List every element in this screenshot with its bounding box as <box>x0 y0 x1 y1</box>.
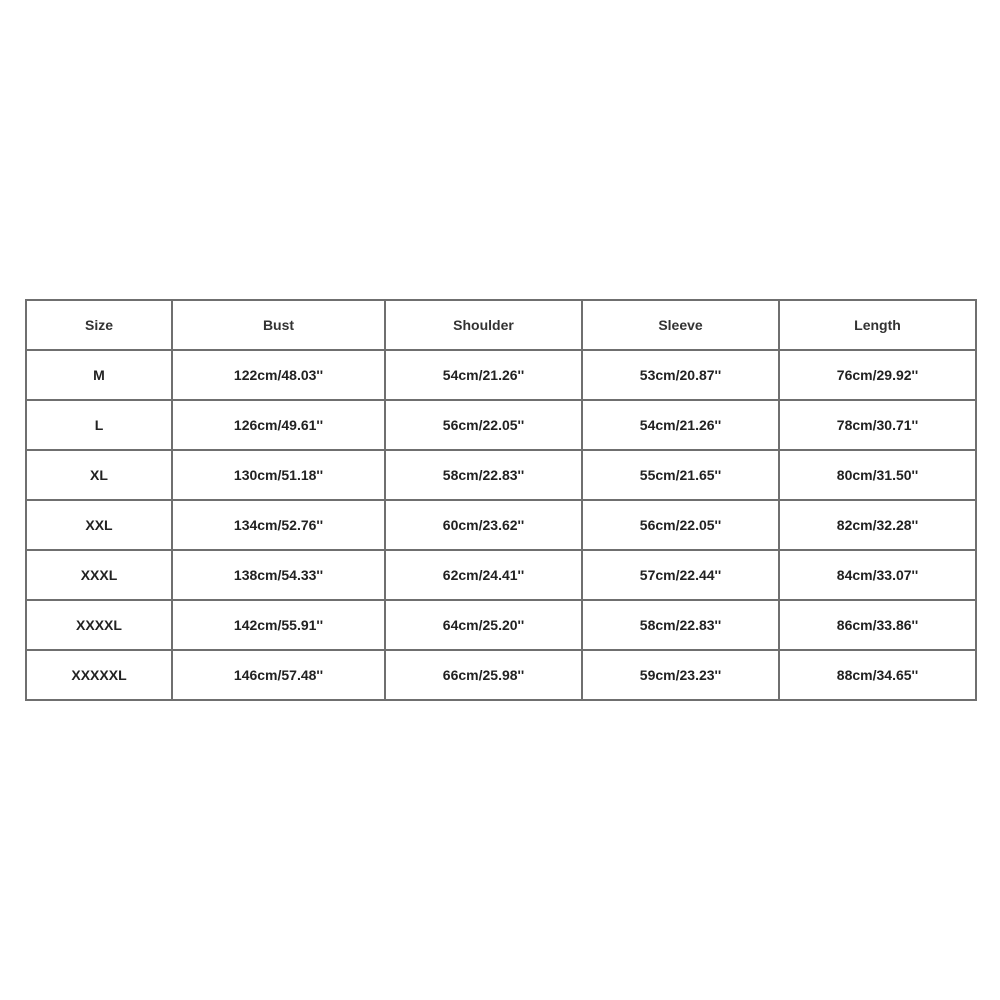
cell-shoulder: 54cm/21.26'' <box>385 350 582 400</box>
table-row <box>26 350 976 400</box>
cell-shoulder: 58cm/22.83'' <box>385 450 582 500</box>
cell-size: L <box>26 400 172 450</box>
cell-size: XXL <box>26 500 172 550</box>
cell-bust: 130cm/51.18'' <box>172 450 385 500</box>
header-shoulder: Shoulder <box>385 300 582 350</box>
cell-length: 88cm/34.65'' <box>779 650 976 700</box>
cell-shoulder: 56cm/22.05'' <box>385 400 582 450</box>
table-row <box>26 600 976 650</box>
cell-shoulder: 64cm/25.20'' <box>385 600 582 650</box>
table-row <box>26 500 976 550</box>
cell-sleeve: 56cm/22.05'' <box>582 500 779 550</box>
cell-length: 76cm/29.92'' <box>779 350 976 400</box>
size-chart-table <box>25 299 977 701</box>
table-row <box>26 650 976 700</box>
table-row <box>26 400 976 450</box>
cell-length: 78cm/30.71'' <box>779 400 976 450</box>
cell-length: 84cm/33.07'' <box>779 550 976 600</box>
cell-size: XXXXL <box>26 600 172 650</box>
table-header-row <box>26 300 976 350</box>
cell-length: 80cm/31.50'' <box>779 450 976 500</box>
cell-sleeve: 55cm/21.65'' <box>582 450 779 500</box>
cell-size: M <box>26 350 172 400</box>
table-row <box>26 550 976 600</box>
header-length: Length <box>779 300 976 350</box>
cell-shoulder: 60cm/23.62'' <box>385 500 582 550</box>
cell-size: XL <box>26 450 172 500</box>
cell-bust: 146cm/57.48'' <box>172 650 385 700</box>
header-bust: Bust <box>172 300 385 350</box>
cell-sleeve: 54cm/21.26'' <box>582 400 779 450</box>
cell-bust: 142cm/55.91'' <box>172 600 385 650</box>
cell-sleeve: 53cm/20.87'' <box>582 350 779 400</box>
cell-length: 82cm/32.28'' <box>779 500 976 550</box>
cell-size: XXXL <box>26 550 172 600</box>
cell-bust: 138cm/54.33'' <box>172 550 385 600</box>
cell-sleeve: 58cm/22.83'' <box>582 600 779 650</box>
cell-size: XXXXXL <box>26 650 172 700</box>
header-sleeve: Sleeve <box>582 300 779 350</box>
cell-shoulder: 66cm/25.98'' <box>385 650 582 700</box>
cell-bust: 122cm/48.03'' <box>172 350 385 400</box>
table-row <box>26 450 976 500</box>
cell-bust: 134cm/52.76'' <box>172 500 385 550</box>
cell-sleeve: 57cm/22.44'' <box>582 550 779 600</box>
cell-bust: 126cm/49.61'' <box>172 400 385 450</box>
header-size: Size <box>26 300 172 350</box>
cell-sleeve: 59cm/23.23'' <box>582 650 779 700</box>
cell-shoulder: 62cm/24.41'' <box>385 550 582 600</box>
cell-length: 86cm/33.86'' <box>779 600 976 650</box>
